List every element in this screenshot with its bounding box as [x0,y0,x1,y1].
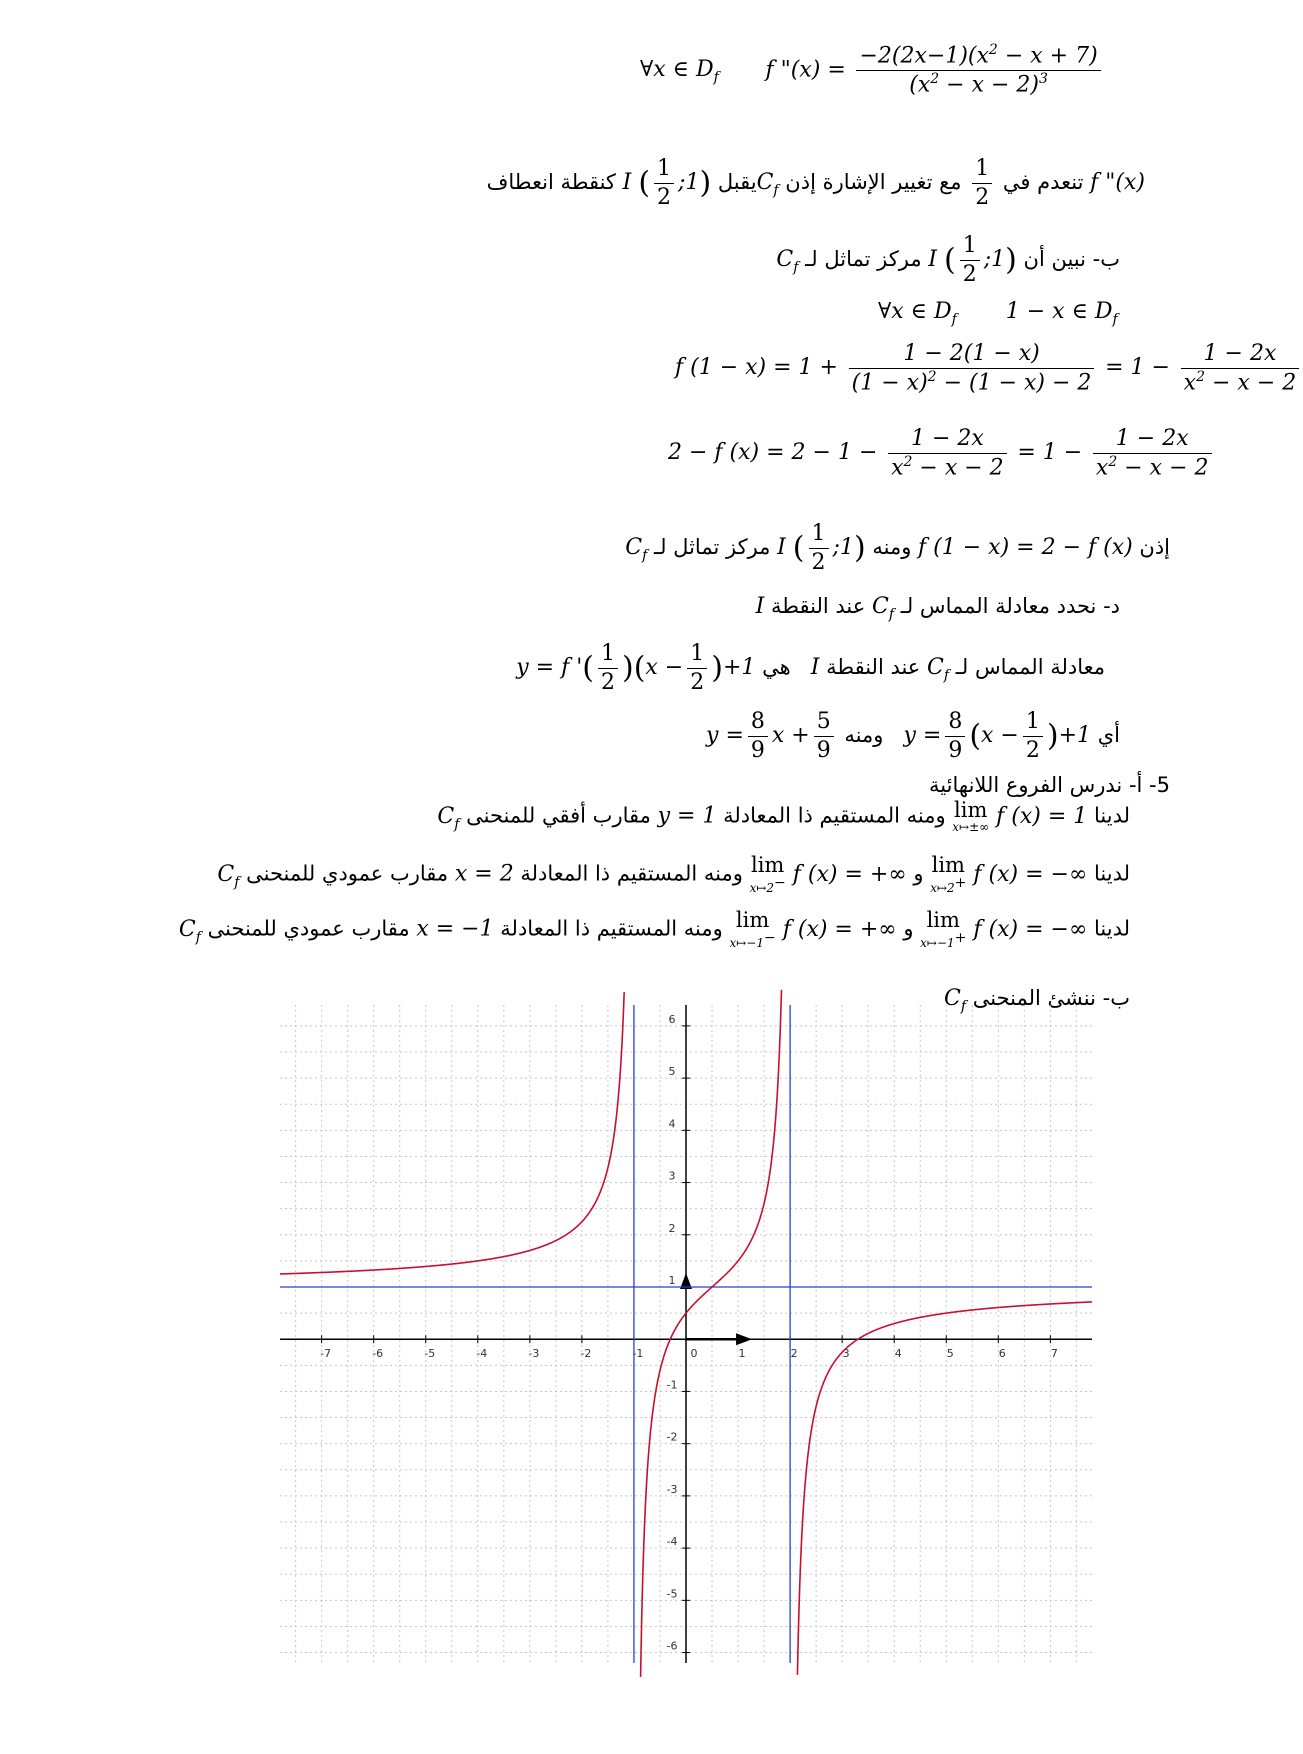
tangent-result-line: أي y = $\frac{8}{9}$ (x − $\frac{1}{2}$ )+1 ومنه y = $\frac{8}{9}$ x + $\frac{5}{9}$ [706,709,1120,763]
text-hence: ومنه [872,535,912,559]
x-tick-label: -7 [320,1347,332,1361]
x-tick-label: -6 [372,1347,384,1361]
tangent-heading: د- نحدد معادلة المماس لـ $C_f$ عند النقطة I [755,594,1120,623]
text-therefore: إذن [1139,535,1170,559]
text-line-equation-3: ومنه المستقيم ذا المعادلة [500,916,723,941]
inflection-line: f "(x) تنعدم في $\frac{1}{2}$ مع تغيير الإشارة إذن $C_fيقبل$ I ( $\frac{1}{2}$ ;1) كنقطة انعطاف [486,156,1145,210]
y-tick-label: -4 [666,1535,678,1549]
text-line-equation-2: ومنه المستقيم ذا المعادلة [520,861,743,886]
x-tick-label: 2 [790,1347,798,1361]
x-tick-label: 1 [738,1347,746,1361]
y-tick-label: 2 [668,1221,676,1235]
text-vertical-asymptote: مقارب عمودي للمنحنى [246,861,449,886]
y-tick-label: -6 [666,1639,678,1653]
y-tick-label: 4 [668,1117,676,1131]
text-that-is: أي [1097,723,1120,747]
text-vanishes: تنعدم في [1002,170,1084,194]
x-tick-label: -3 [528,1347,540,1361]
x-tick-label: -4 [476,1347,488,1361]
text-tangent-of: معادلة المماس لـ [955,655,1105,679]
text-inflection-point: كنقطة انعطاف [486,170,616,194]
text-at-point-2: عند النقطة [826,655,921,679]
vertical-asymptote-minus1-line: لدينا lim x↦−1+ f (x) = −∞ و lim x↦−1− f (x) = +∞ ومنه المستقيم ذا المعادلة x = −1 مقارب عمودي للمنحنى $C_f$ [178,908,1130,950]
text-sign-change: مع تغيير الإشارة إذن [785,170,962,194]
y-tick-label: 1 [668,1274,676,1287]
text-symmetry-center-2: مركز تماثل لـ [653,535,771,559]
x-tick-label: 5 [946,1347,954,1361]
text-show-that: ب- نبين أن [1023,247,1120,271]
text-and: و [913,861,924,886]
domain-line: ∀x ∈ $D_f$ 1 − x ∈ $D_f$ [878,299,1118,328]
text-symmetry-center: مركز تماثل لـ [805,247,922,271]
text-we-have-3: لدينا [1093,916,1130,941]
x-tick-label: 0 [690,1347,698,1361]
y-tick-label: 6 [668,1012,676,1026]
y-tick-label: -3 [666,1482,678,1496]
symmetry-claim: ب- نبين أن I ( $\frac{1}{2}$ ;1) مركز تماثل لـ $C_f$ [776,233,1120,287]
curve-branch [797,1302,1092,1675]
y-tick-label: -1 [666,1378,678,1392]
text-accepts: يقبل [717,170,757,194]
x-tick-label: 4 [894,1347,902,1361]
text-horizontal-asymptote: مقارب أفقي للمنحنى [466,803,651,828]
draw-curve-heading: ب- ننشئ المنحنى $C_f$ [944,986,1130,1015]
x-tick-label: 6 [998,1347,1006,1361]
text-tangent-equation: د- نحدد معادلة المماس لـ [900,594,1120,618]
x-tick-label: 3 [842,1347,850,1361]
text-is: هي [762,655,791,679]
vertical-asymptote-2-line: لدينا lim x↦2+ f (x) = −∞ و lim x↦2− f (x) = +∞ ومنه المستقيم ذا المعادلة x = 2 مقارب عمودي للمنحنى $C_f$ [217,853,1130,895]
two-minus-f: 2 − f (x) = 2 − 1 − $\frac{1 - 2x}{x^2 - x - 2}$ = 1 − $\frac{1 - 2x}{x^2 - x - 2}$ [668,425,1216,481]
y-tick-label: 3 [668,1169,676,1183]
text-line-equation: ومنه المستقيم ذا المعادلة [723,803,946,828]
symmetry-conclusion: إذن f (1 − x) = 2 − f (x) ومنه I ( $\frac{1}{2}$ ;1) مركز تماثل لـ $C_f$ [625,521,1170,575]
y-tick-label: -2 [666,1430,678,1444]
function-graph [280,1005,1092,1663]
text-we-have-2: لدينا [1093,861,1130,886]
section-5-heading: 5- أ- ندرس الفروع اللانهائية [929,773,1170,797]
tangent-formula-line: معادلة المماس لـ $C_f$ عند النقطة I هي y = f '( $\frac{1}{2}$ )(x − $\frac{1}{2}$ )+1 [516,641,1105,695]
second-derivative-formula: ∀x ∈ $D_f$ f "(x) = $\frac{-2(2x-1)(x^2 - x + 7)}{(x^2 - x - 2)^3}$ [640,42,1105,99]
x-tick-label: 7 [1050,1347,1058,1361]
text-vertical-asymptote-2: مقارب عمودي للمنحنى [207,916,410,941]
x-tick-label: -5 [424,1347,436,1361]
text-we-have: لدينا [1093,803,1130,828]
f-one-minus-x: f (1 − x) = 1 + $\frac{1 - 2(1 - x)}{(1 - x)^2 - (1 - x) - 2}$ = 1 − $\frac{1 - 2x}{x^2 - x - 2}$ [675,340,1303,396]
text-at-point: عند النقطة [771,594,866,618]
horizontal-asymptote-line: لدينا lim x↦±∞ f (x) = 1 ومنه المستقيم ذا المعادلة y = 1 مقارب أفقي للمنحنى $C_f$ [437,798,1130,834]
x-tick-label: -2 [580,1347,592,1361]
y-tick-label: 5 [668,1065,676,1079]
text-and-2: و [903,916,914,941]
text-hence-2: ومنه [844,723,884,747]
x-tick-label: -1 [632,1347,644,1361]
y-tick-label: -5 [666,1587,678,1601]
